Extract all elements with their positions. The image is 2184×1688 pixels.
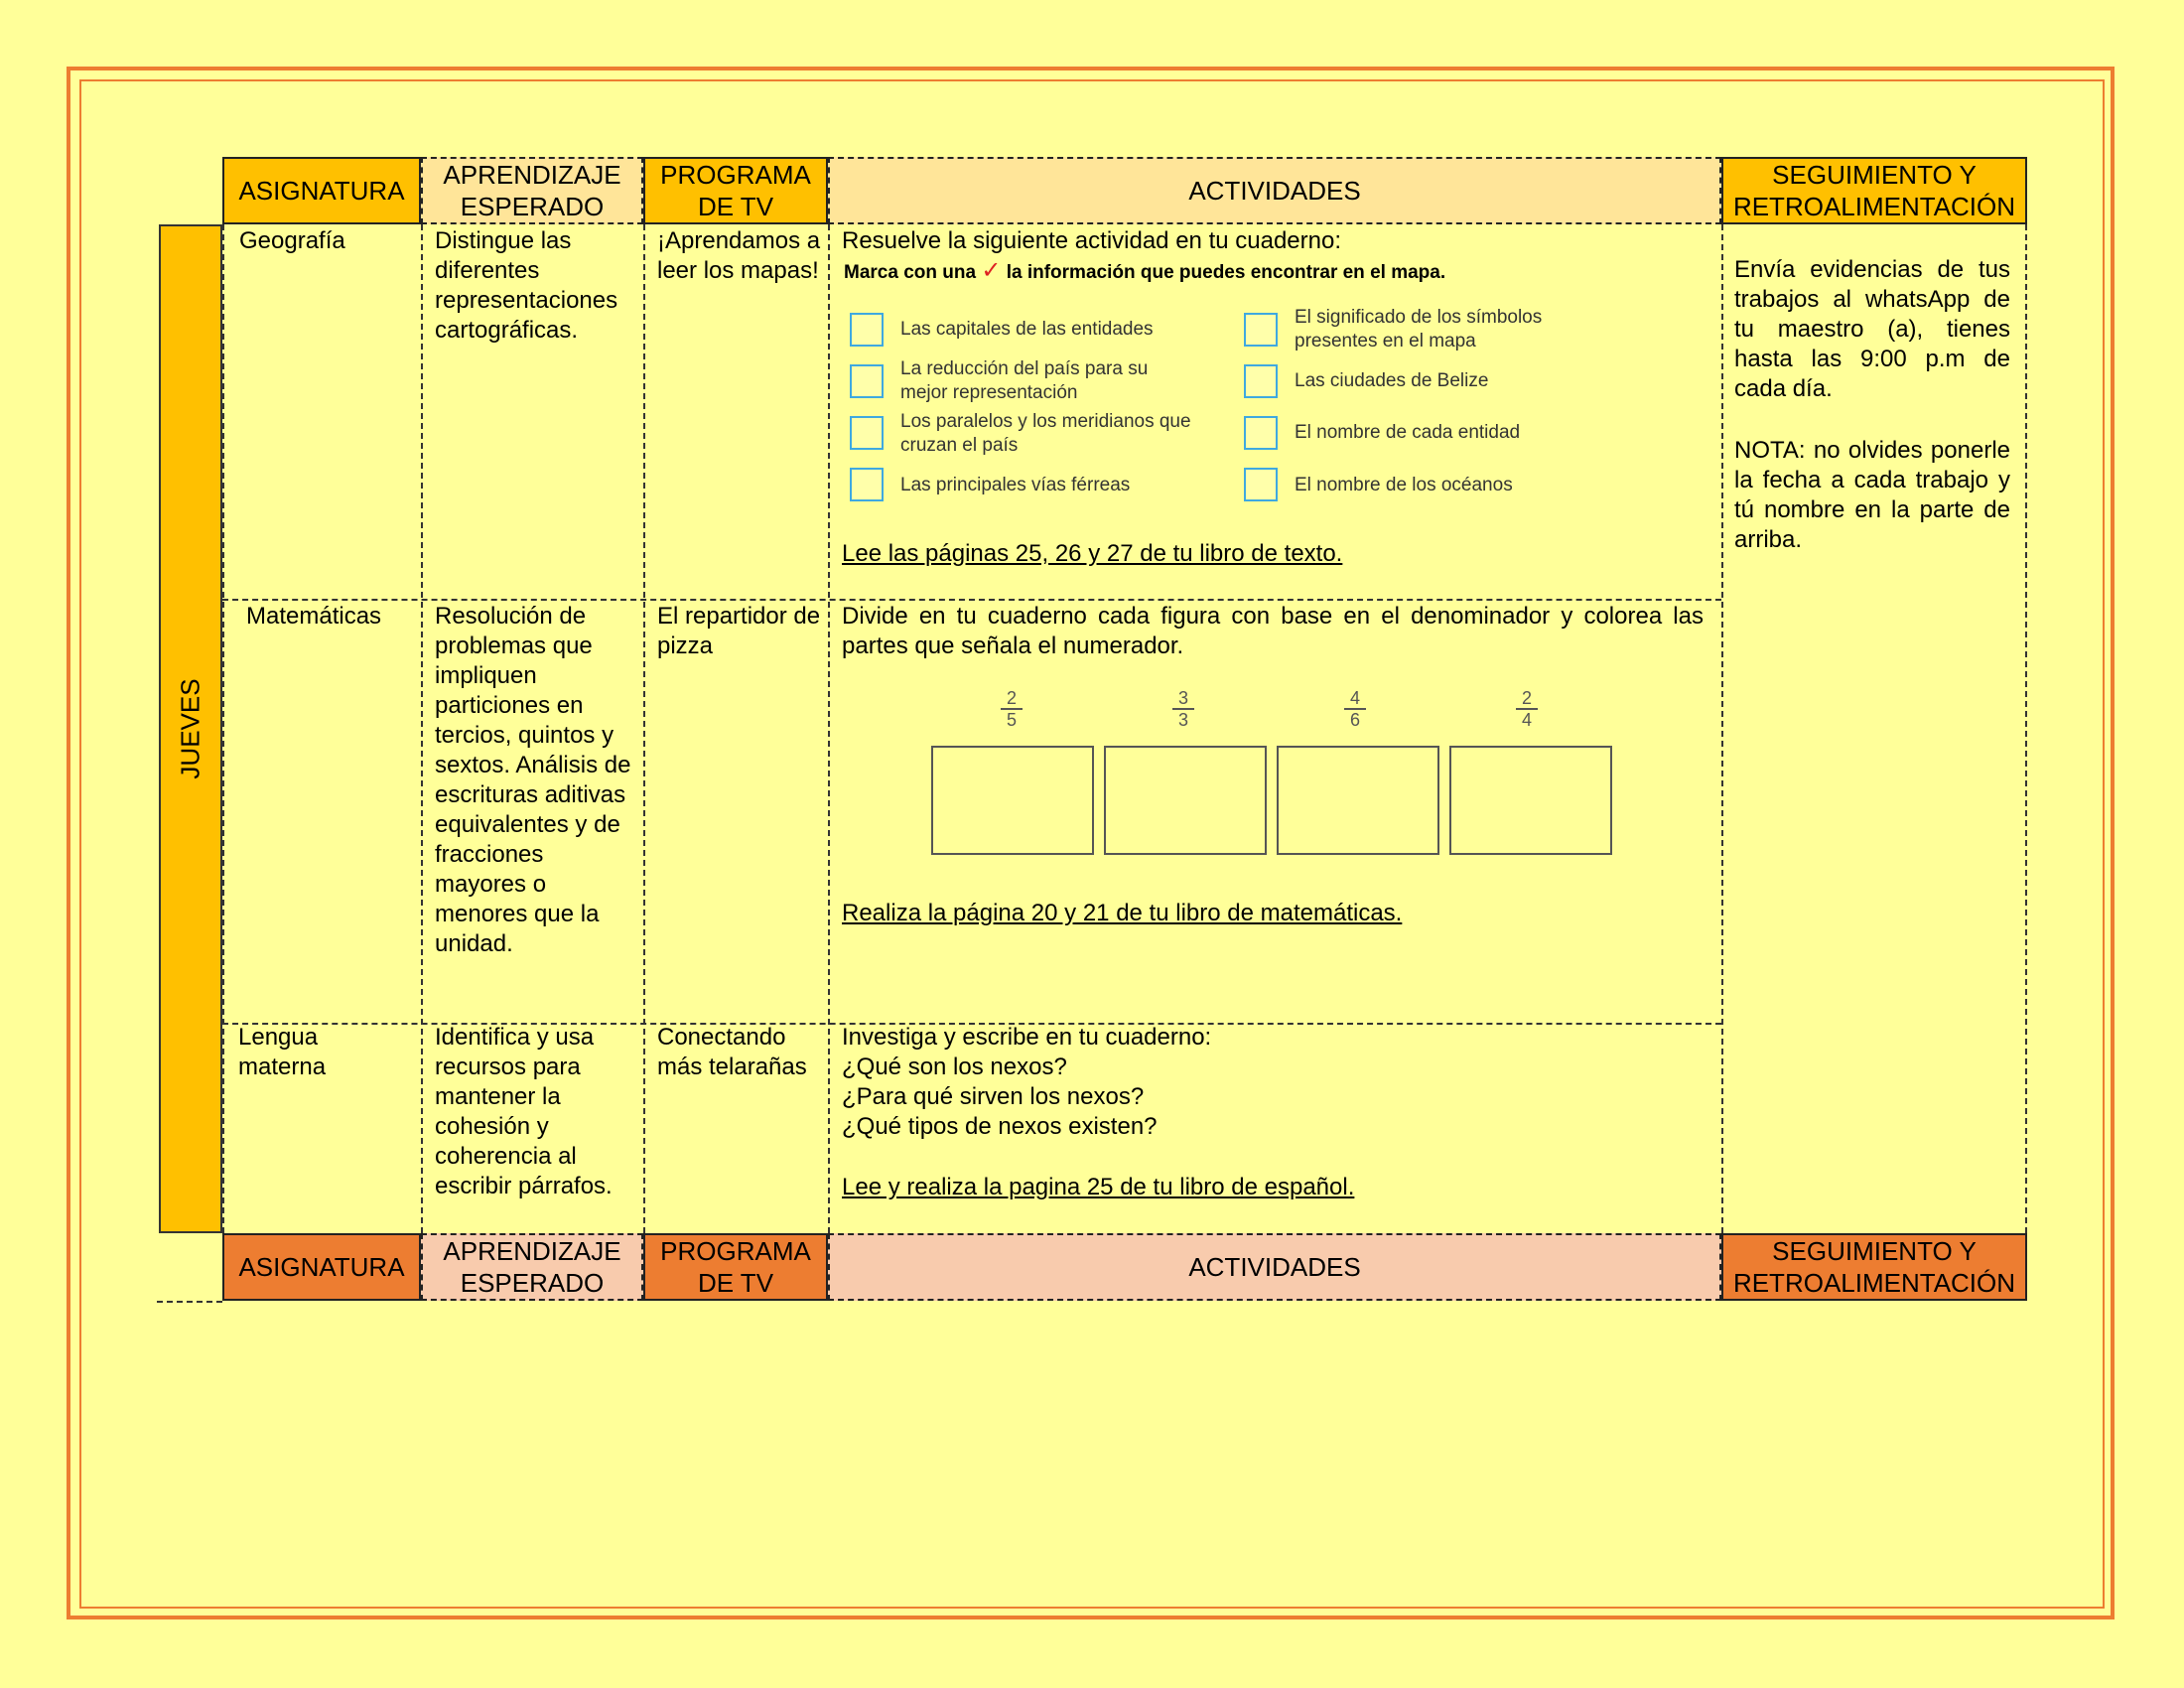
- grid-line: [643, 224, 645, 1233]
- row-lengua-actividad-line: ¿Para qué sirven los nexos?: [842, 1083, 1145, 1110]
- grid-line: [1721, 224, 1723, 1233]
- fraction-figure: [1277, 746, 1439, 855]
- checkbox-option[interactable]: [850, 416, 884, 450]
- option-label: El nombre de cada entidad: [1295, 422, 1521, 443]
- footer-asignatura: ASIGNATURA: [222, 1233, 421, 1301]
- day-label: JUEVES: [159, 224, 222, 1233]
- row-lengua-asignatura: Lengua materna: [238, 1024, 327, 1080]
- fraction-figure: [1104, 746, 1267, 855]
- option-label: Las ciudades de Belize: [1295, 370, 1489, 391]
- map-instruction: Marca con una ✓ la información que puedes encontrar en el mapa.: [844, 257, 1446, 284]
- checkbox-option[interactable]: [850, 468, 884, 501]
- checkbox-option[interactable]: [850, 364, 884, 398]
- footer-aprendizaje: APRENDIZAJE ESPERADO: [421, 1233, 643, 1301]
- footer-left-line: [157, 1301, 222, 1303]
- fraction-figure: [931, 746, 1094, 855]
- seguimiento-text: Envía evidencias de tus trabajos al whatsApp de tu maestro (a), tienes hasta las 9:00 p.m de cada día.: [1734, 256, 2010, 402]
- row-lengua-programa: Conectando más telarañas: [657, 1024, 807, 1080]
- checkbox-option[interactable]: [1244, 364, 1278, 398]
- row-lengua-actividad-link[interactable]: Lee y realiza la pagina 25 de tu libro de español.: [842, 1174, 1355, 1200]
- checkbox-option[interactable]: [1244, 468, 1278, 501]
- row-matematicas-programa: El repartidor de pizza: [657, 603, 821, 659]
- header-actividades: ACTIVIDADES: [828, 157, 1721, 224]
- row-matematicas-aprendizaje: Resolución de problemas que impliquen particiones en tercios, quintos y sextos. Análisis de escrituras aditivas equivalentes y de fracciones mayores o menores que la unidad.: [435, 603, 631, 957]
- row-lengua-actividad-line: Investiga y escribe en tu cuaderno:: [842, 1024, 1212, 1051]
- footer-actividades: ACTIVIDADES: [828, 1233, 1721, 1301]
- row-lengua-actividad-line: ¿Qué son los nexos?: [842, 1054, 1067, 1080]
- grid-line: [2025, 224, 2027, 1233]
- fraction-label: 4 6: [1340, 689, 1370, 729]
- fraction-figure: [1449, 746, 1612, 855]
- header-programa: PROGRAMA DE TV: [643, 157, 828, 224]
- row-geografia-actividad-intro: Resuelve la siguiente actividad en tu cuaderno:: [842, 227, 1341, 254]
- seguimiento-nota: NOTA: no olvides ponerle la fecha a cada trabajo y tú nombre en la parte de arriba.: [1734, 437, 2010, 553]
- header-asignatura: ASIGNATURA: [222, 157, 421, 224]
- row-matematicas-actividad-intro: Divide en tu cuaderno cada figura con base en el denominador y colorea las partes que señala el numerador.: [842, 603, 1704, 659]
- header-aprendizaje: APRENDIZAJE ESPERADO: [421, 157, 643, 224]
- row-geografia-actividad-link[interactable]: Lee las páginas 25, 26 y 27 de tu libro de texto.: [842, 540, 1343, 567]
- fraction-label: 2 5: [997, 689, 1026, 729]
- grid-line: [828, 224, 830, 1233]
- footer-programa: PROGRAMA DE TV: [643, 1233, 828, 1301]
- option-label: La reducción del país para su mejor representación: [900, 358, 1149, 403]
- row-geografia-programa: ¡Aprendamos a leer los mapas!: [657, 227, 821, 284]
- fraction-label: 2 4: [1512, 689, 1542, 729]
- grid-line: [421, 224, 423, 1233]
- checkbox-option[interactable]: [1244, 416, 1278, 450]
- row-geografia-aprendizaje: Distingue las diferentes representaciones cartográficas.: [435, 227, 618, 344]
- checkbox-option[interactable]: [1244, 313, 1278, 347]
- header-seguimiento: SEGUIMIENTO Y RETROALIMENTACIÓN: [1721, 157, 2027, 224]
- fraction-label: 3 3: [1168, 689, 1198, 729]
- row-matematicas-asignatura: Matemáticas: [246, 603, 382, 630]
- option-label: El nombre de los océanos: [1295, 475, 1513, 495]
- check-mark-icon: ✓: [981, 257, 1002, 284]
- option-label: Las capitales de las entidades: [900, 319, 1154, 340]
- grid-line: [222, 224, 224, 1233]
- row-lengua-aprendizaje: Identifica y usa recursos para mantener la cohesión y coherencia al escribir párrafos.: [435, 1024, 613, 1199]
- grid-line: [222, 599, 1721, 601]
- row-geografia-asignatura: Geografía: [239, 227, 345, 254]
- row-lengua-actividad-line: ¿Qué tipos de nexos existen?: [842, 1113, 1158, 1140]
- option-label: Los paralelos y los meridianos que cruzan el país: [900, 411, 1191, 456]
- footer-seguimiento: SEGUIMIENTO Y RETROALIMENTACIÓN: [1721, 1233, 2027, 1301]
- option-label: Las principales vías férreas: [900, 475, 1131, 495]
- option-label: El significado de los símbolos presentes en el mapa: [1295, 307, 1543, 352]
- checkbox-option[interactable]: [850, 313, 884, 347]
- row-matematicas-actividad-link[interactable]: Realiza la página 20 y 21 de tu libro de matemáticas.: [842, 900, 1403, 926]
